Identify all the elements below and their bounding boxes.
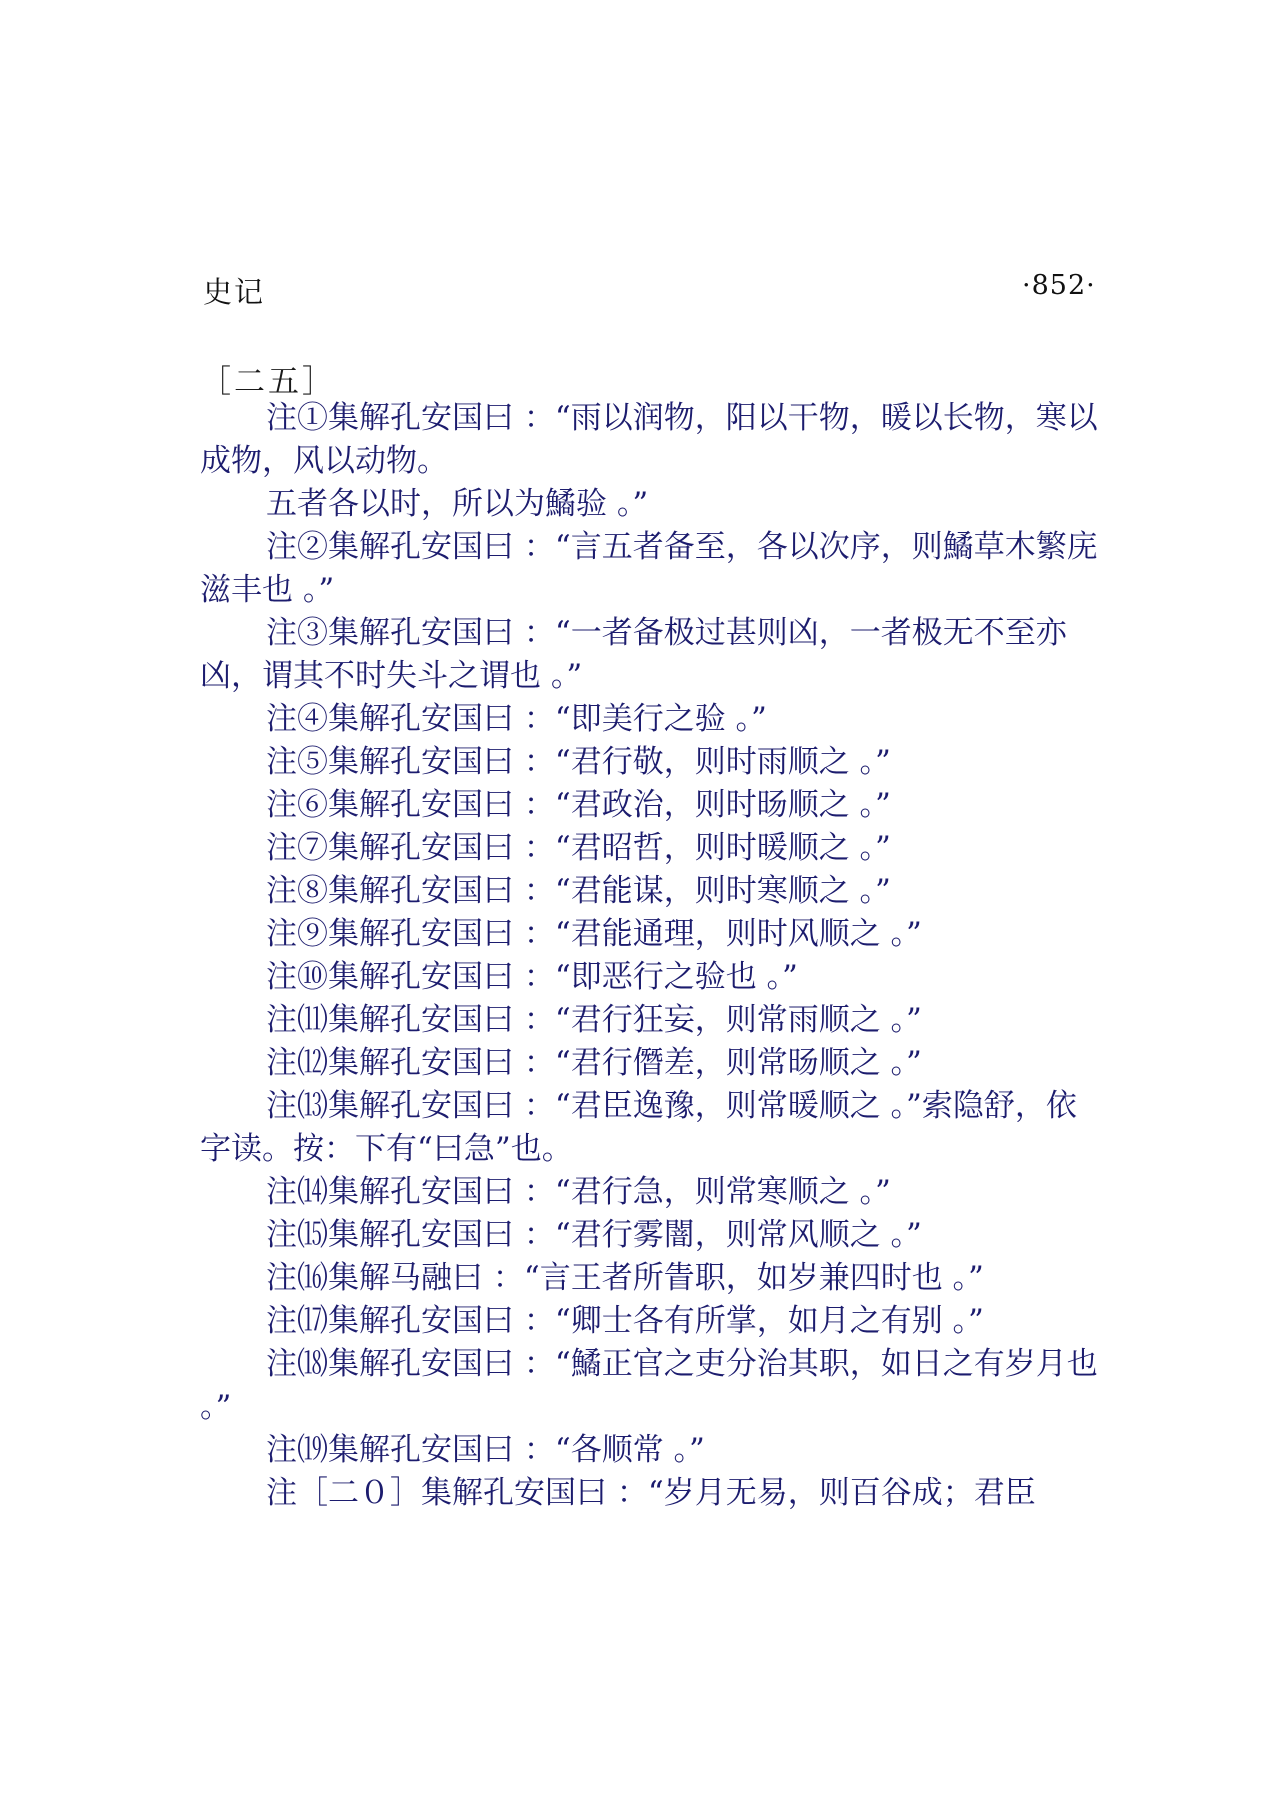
annotation-paragraph: 五者各以时，所以为鱊验 。” [266,486,649,522]
annotation-paragraph: 注⒂集解孔安国曰 ：“君行雾闇，则常风顺之 。” [266,1217,922,1253]
annotation-paragraph: 注⒃集解马融曰 ：“言王者所眚职，如岁兼四时也 。” [266,1260,984,1296]
annotation-paragraph: 注⑥集解孔安国曰 ：“君政治，则时旸顺之 。” [266,787,891,823]
annotation-paragraph: 注⒄集解孔安国曰 ：“卿士各有所掌，如月之有别 。” [266,1303,984,1339]
annotation-body [200,397,1100,1515]
annotation-paragraph: 注③集解孔安国曰 ：“一者备极过甚则凶，一者极无不至亦凶，谓其不时失斗之谓也 。” [200,615,1067,694]
annotation-paragraph: 注①集解孔安国曰 ：“雨以润物，阳以干物，暖以长物，寒以成物，风以动物。 [200,400,1098,479]
annotation-paragraph: 注⒆集解孔安国曰 ：“各顺常 。” [266,1432,705,1468]
annotation-paragraph: 注⑦集解孔安国曰 ：“君昭哲，则时暖顺之 。” [266,830,891,866]
annotation-paragraph: 注⑾集解孔安国曰 ：“君行狂妄，则常雨顺之 。” [266,1002,922,1038]
annotation-paragraph: 注［二０］集解孔安国曰 ：“岁月无易，则百谷成；君臣 [266,1475,1036,1511]
annotation-paragraph: 注⑨集解孔安国曰 ：“君能通理，则时风顺之 。” [266,916,922,952]
page-number: ·852· [1022,270,1096,301]
annotation-paragraph: 注⒅集解孔安国曰 ：“鱊正官之吏分治其职，如日之有岁月也 。” [200,1346,1098,1425]
annotation-paragraph: 注⑧集解孔安国曰 ：“君能谋，则时寒顺之 。” [266,873,891,909]
annotation-paragraph: 注④集解孔安国曰 ：“即美行之验 。” [266,701,767,737]
section-label: ［二五］ [200,364,336,400]
annotation-paragraph: 注⒀集解孔安国曰 ：“君臣逸豫，则常暖顺之 。”索隐舒，依字读。按：下有“曰急”也。 [200,1088,1077,1167]
annotation-paragraph: 注②集解孔安国曰 ：“言五者备至，各以次序，则鱊草木繁庑滋丰也 。” [200,529,1098,608]
annotation-paragraph: 注⑩集解孔安国曰 ：“即恶行之验也 。” [266,959,798,995]
annotation-paragraph: 注⑿集解孔安国曰 ：“君行僭差，则常旸顺之 。” [266,1045,922,1081]
annotation-paragraph: 注⒁集解孔安国曰 ：“君行急，则常寒顺之 。” [266,1174,891,1210]
running-header-title: 史记 [203,275,266,309]
annotation-paragraph: 注⑤集解孔安国曰 ：“君行敬，则时雨顺之 。” [266,744,891,780]
